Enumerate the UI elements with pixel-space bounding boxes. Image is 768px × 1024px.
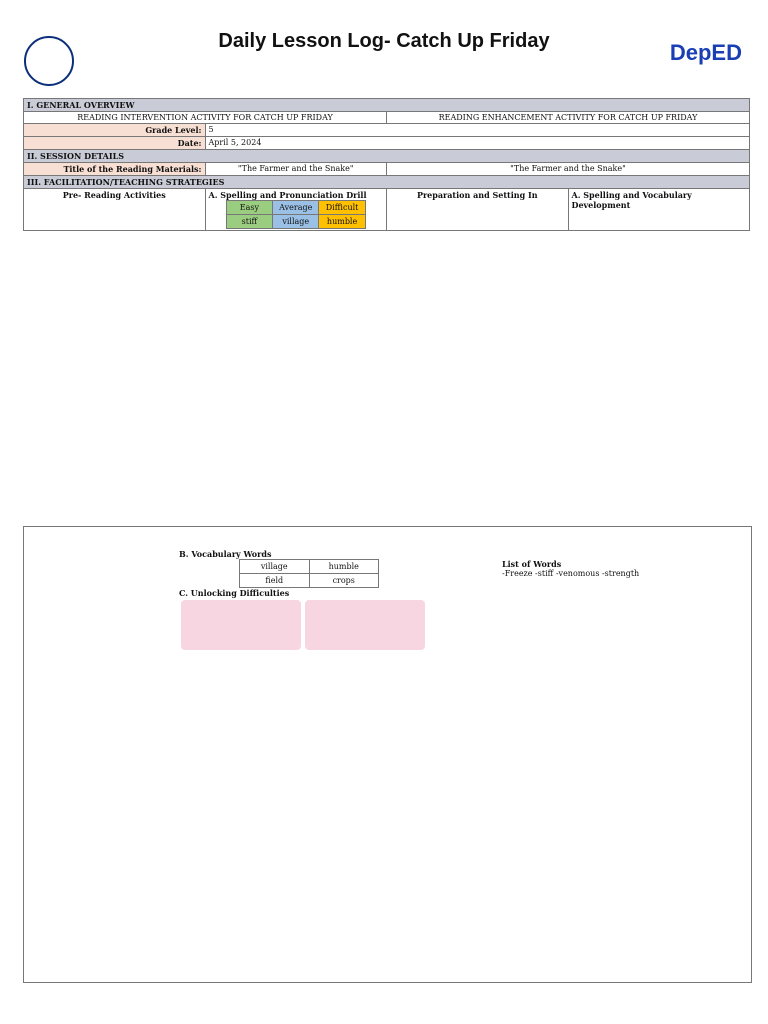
strategies: III. FACILITATION/TEACHING STRATEGIES: [24, 176, 750, 189]
date-value: April 5, 2024: [205, 137, 750, 150]
left-title: READING INTERVENTION ACTIVITY FOR CATCH UP FRIDAY: [24, 112, 387, 124]
word-list-title: List of Words: [502, 559, 562, 569]
title-right: "The Farmer and the Snake": [387, 163, 750, 176]
deped-logo: DepED: [669, 40, 742, 65]
session: II. SESSION DETAILS: [24, 150, 750, 163]
grade-label: Grade Level:: [24, 124, 206, 137]
date-label: Date:: [24, 137, 206, 150]
picture-card: [181, 600, 301, 650]
right-title: READING ENHANCEMENT ACTIVITY FOR CATCH UP FRIDAY: [387, 112, 750, 124]
vocab-title: B. Vocabulary Words: [179, 549, 272, 559]
title-left: "The Farmer and the Snake": [205, 163, 387, 176]
picture-card: [305, 600, 425, 650]
grade-value: 5: [205, 124, 750, 137]
unlock-title: C. Unlocking Difficulties: [179, 588, 290, 598]
overview: I. GENERAL OVERVIEW: [24, 99, 750, 112]
spell-title: A. Spelling and Pronunciation Drill: [208, 190, 367, 200]
page-title: Daily Lesson Log- Catch Up Friday: [218, 30, 550, 52]
